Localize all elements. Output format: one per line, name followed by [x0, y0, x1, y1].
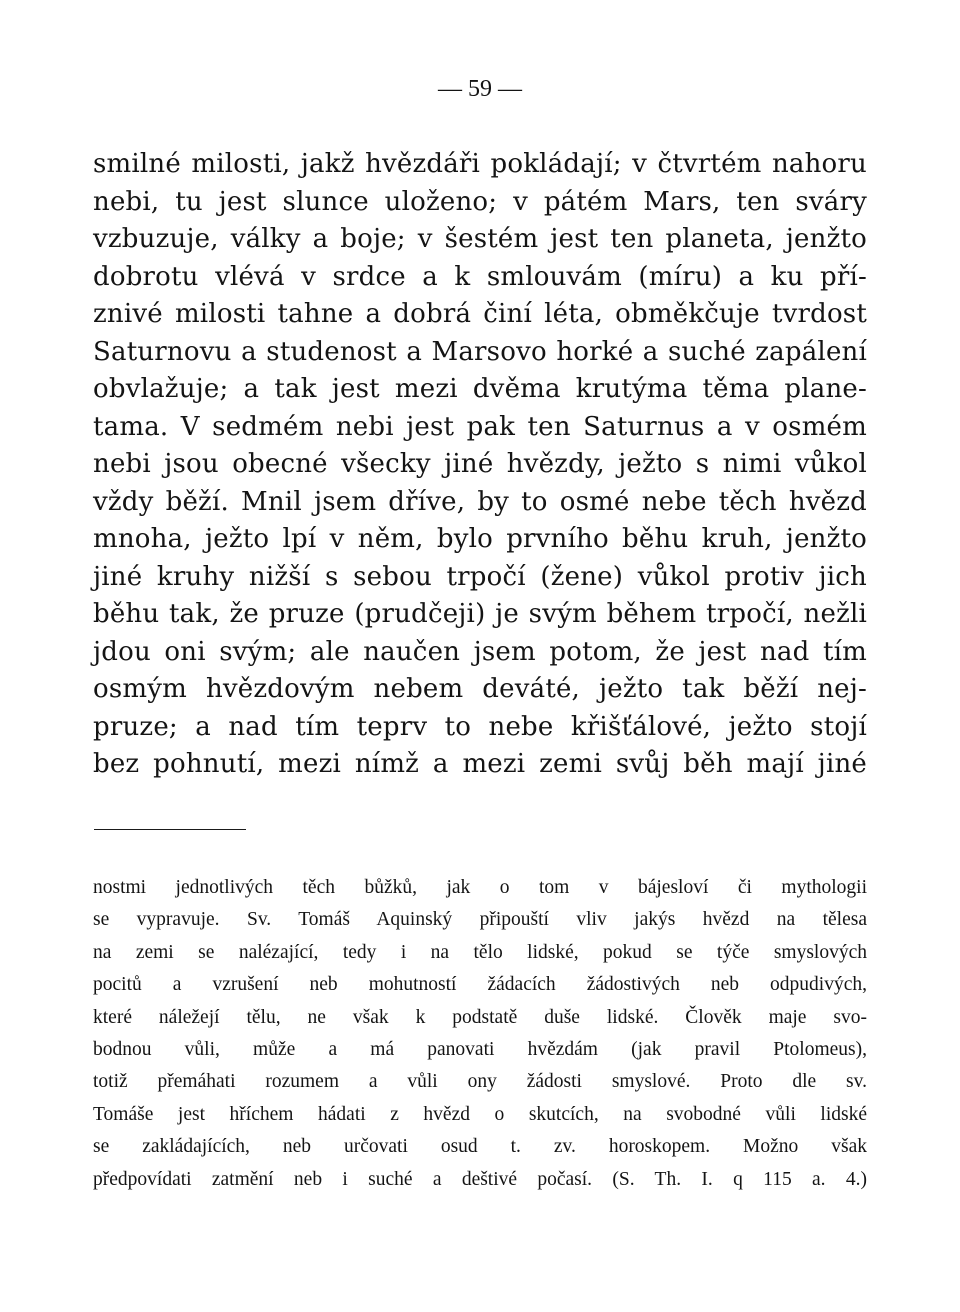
- text-line: pruze; a nad tím teprv to nebe křišťálové, ježto stojí: [93, 711, 867, 742]
- footnote-line: Tomáše jest hříchem hádati z hvězd o skutcích, na svobodné vůli lidské: [93, 1103, 867, 1125]
- text-line: tama. V sedmém nebi jest pak ten Saturnus a v osmém: [93, 411, 867, 442]
- footnote-line: které náležejí tělu, ne však k podstatě duše lidské. Člověk maje svo-: [93, 1006, 867, 1028]
- text-line: nebi jsou obecné všecky jiné hvězdy, ježto s nimi vůkol: [93, 449, 867, 479]
- text-line: jiné kruhy nižší s sebou trpočí (žene) vůkol protiv jich: [93, 561, 867, 592]
- footnote-line: nostmi jednotlivých těch bůžků, jak o tom v bájesloví či mythologii: [93, 877, 867, 898]
- footnote-line: předpovídati zatmění neb i suché a deštivé počasí. (S. Th. I. q 115 a. 4.): [93, 1168, 867, 1190]
- footnote-line: pocitů a vzrušení neb mohutností žádacích žádostivých neb odpudivých,: [93, 974, 867, 996]
- text-line: jdou oni svým; ale naučen jsem potom, že jest nad tím: [93, 636, 867, 667]
- footnote-line: totiž přemáhati rozumem a vůli ony žádosti smyslové. Proto dle sv.: [93, 1071, 867, 1093]
- page-number: — 59 —: [438, 76, 522, 102]
- main-text: [93, 146, 867, 784]
- text-line: mnoha, ježto lpí v něm, bylo prvního běhu kruh, jenžto: [93, 524, 867, 554]
- footnote-line: se vypravuje. Sv. Tomáš Aquinský připouští vliv jakýs hvězd na tělesa: [93, 909, 867, 931]
- footnote-line: na zemi se nalézající, tedy i na tělo lidské, pokud se týče smyslových: [93, 941, 867, 963]
- text-line: bez pohnutí, mezi nímž a mezi zemi svůj běh mají jiné: [93, 749, 867, 779]
- text-line: smilné milosti, jakž hvězdáři pokládají; v čtvrtém nahoru: [93, 149, 867, 179]
- text-line: vzbuzuje, války a boje; v šestém jest ten planeta, jenžto: [93, 224, 867, 254]
- footnote-line: se zakládajících, neb určovati osud t. zv. horoskopem. Možno však: [93, 1136, 867, 1158]
- text-line: znivé milosti tahne a dobrá činí léta, obměkčuje tvrdost: [93, 299, 867, 329]
- footnote-block: [93, 872, 867, 1196]
- text-line: osmým hvězdovým nebem deváté, ježto tak běží nej-: [93, 674, 867, 704]
- text-line: vždy běží. Mnil jsem dříve, by to osmé nebe těch hvězd: [93, 486, 867, 517]
- footnote-separator: [94, 829, 246, 830]
- text-line: dobrotu vlévá v srdce a k smlouvám (míru) a ku pří-: [93, 261, 867, 292]
- text-line: nebi, tu jest slunce uloženo; v pátém Mars, ten sváry: [93, 186, 867, 217]
- text-line: běhu tak, že pruze (prudčeji) je svým během trpočí, nežli: [93, 599, 867, 629]
- text-line: Saturnovu a studenost a Marsovo horké a suché zapálení: [93, 336, 867, 367]
- text-line: obvlažuje; a tak jest mezi dvěma krutýma těma plane-: [93, 374, 867, 404]
- footnote-line: bodnou vůli, může a má panovati hvězdám (jak pravil Ptolomeus),: [93, 1038, 867, 1060]
